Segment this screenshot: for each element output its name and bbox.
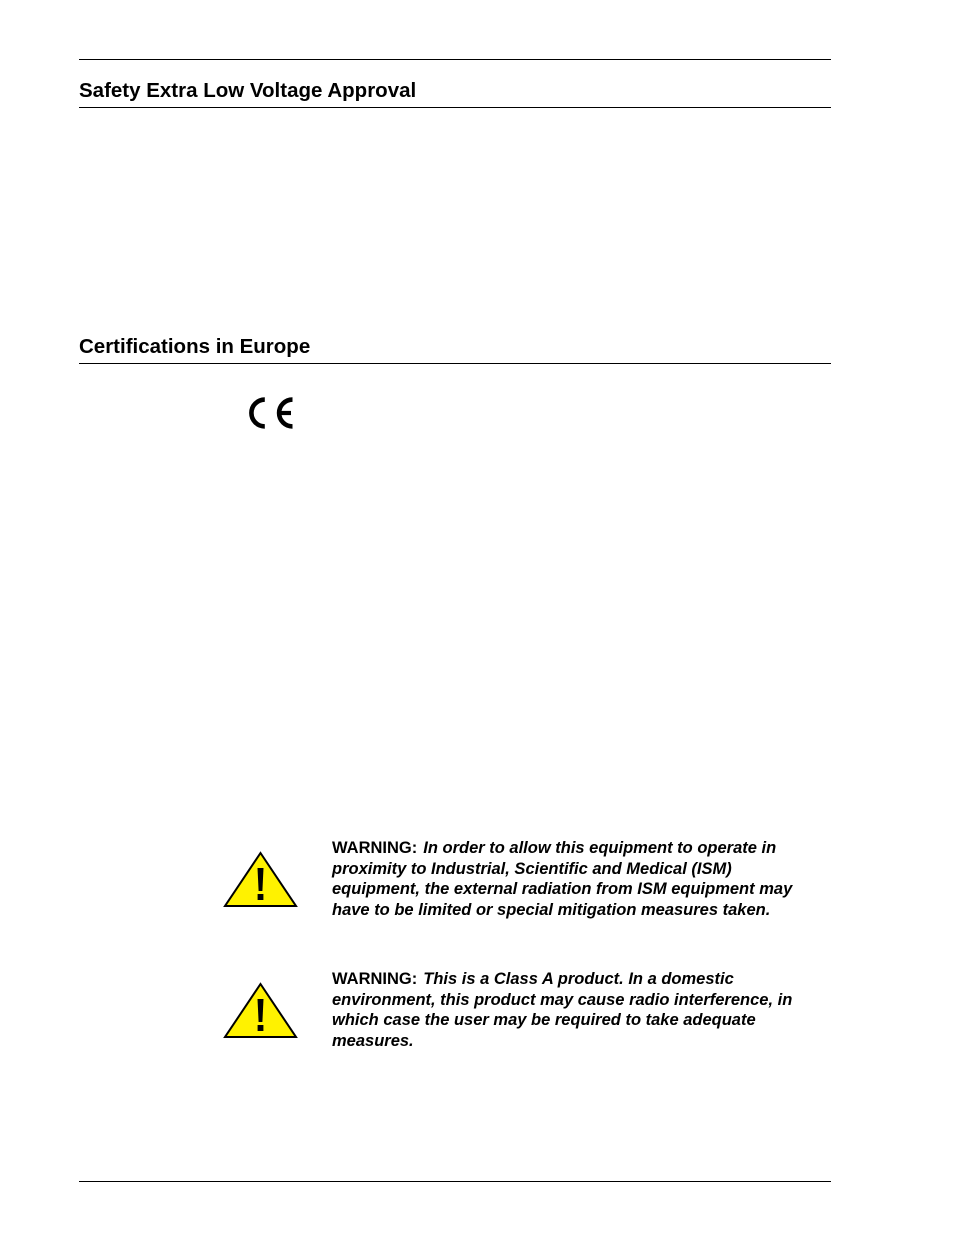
warning-body: This is a Class A product. In a domestic environment, this product may cause radio interference, in which case the user may be required to take adequate measures. [332,970,793,1050]
warning-message-ism [332,838,822,920]
page-bottom-rule [79,1181,831,1182]
warning-label: WARNING: [332,839,418,857]
section-heading-selv: Safety Extra Low Voltage Approval [79,79,417,102]
warning-triangle-icon [223,982,298,1039]
section-rule-europe [79,363,831,364]
warning-triangle-icon [223,851,298,908]
page-top-rule [79,59,831,60]
warning-body: In order to allow this equipment to operate in proximity to Industrial, Scientific and Medical (ISM) equipment, the external radiation from ISM equipment may have to be limited or special mitigation measures taken. [332,839,793,919]
section-rule-selv [79,107,831,108]
warning-message-class-a [332,969,822,1051]
section-heading-europe: Certifications in Europe [79,335,311,358]
ce-mark-icon [242,395,296,431]
warning-label: WARNING: [332,970,418,988]
